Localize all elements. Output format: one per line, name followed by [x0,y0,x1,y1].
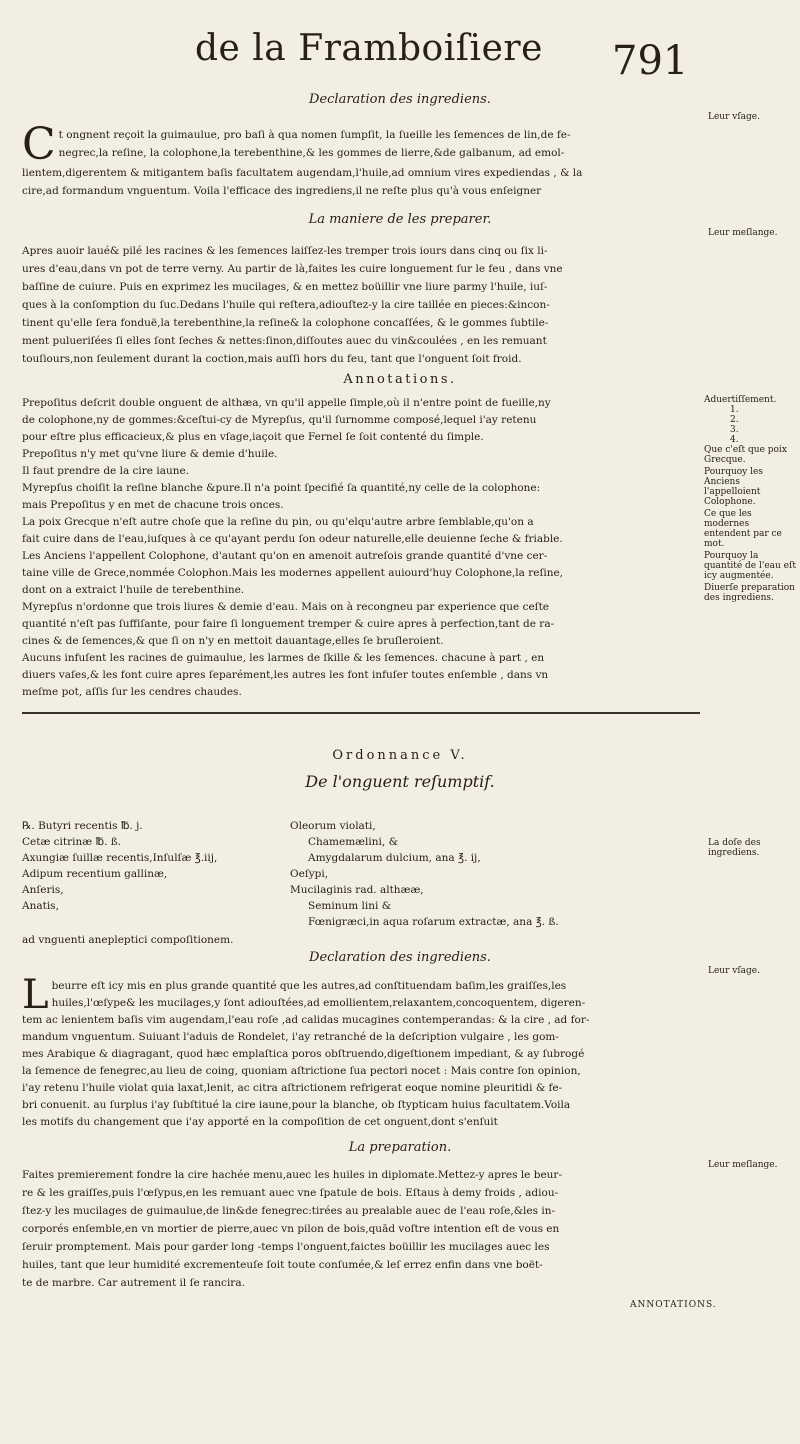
section-heading-declaration: Declaration des ingrediens. [309,92,491,107]
section-1-text [22,119,702,200]
section-5-text [22,1166,702,1292]
text-line: Myrepſus n'ordonne que trois liures & demie d'eau. Mais on à recongneu par experience que ceſte [22,601,549,613]
text-line: huiles,l'œſype& les mucilages,y ſont adiouſtées,ad emollientem,relaxantem,concoquentem, digeren- [51,997,586,1009]
ordonnance-subheading: De l'onguent reſumptif. [305,772,495,791]
text-line: taine ville de Grece,nommée Colophon.Mais les modernes appellent auiourd'huy Colophone,la reſine, [22,567,564,579]
text-line: Les Anciens l'appellent Colophone, d'autant qu'on en amenoit autreſois grande quantité d'vne cer- [22,550,548,562]
text-line: tem ac lenientem baſis vim augendam,l'eau roſe ,ad calidas mucagines contemperandas: & la cire , ad for- [22,1014,590,1026]
text-line: fait cuire dans de l'eau,iuſques à ce qu'ayant perdu ſon odeur naturelle,elle deuienne ſeche & friable. [22,533,563,545]
margin-note: Que c'eſt que poix Grecque. [704,445,787,465]
section-2-text [22,242,702,368]
catchword: ANNOTATIONS. [630,1300,717,1310]
text-line: mes Arabique & diagragant, quod hæc emplaſtica poros obſtruendo,digeſtionem impediant, & ay ſubrogé [22,1048,585,1060]
annotations-heading: Annotations. [343,372,457,387]
text-line: Prepoſitus n'y met qu'vne liure & demie d'huile. [22,448,278,460]
drop-cap-c: C [22,119,56,170]
recipe-left-column [22,818,217,914]
recipe-line: Fœnigræci,in aqua roſarum extractæ, ana ℥. ß. [308,916,559,928]
recipe-line: Oeſypi, [290,868,329,880]
margin-note: 2. [730,415,739,425]
text-line: beurre eſt icy mis en plus grande quantité que les autres,ad conſtituendam baſim,les graiſſes,les [51,980,567,992]
text-line: baſſine de cuiure. Puis en exprimez les mucilages, & en mettez boüillir vne liure parmy l'huile, iuſ- [22,281,548,293]
recipe-line: Amygdalarum dulcium, ana ℥. ij, [308,852,481,864]
recipe-line: Oleorum violati, [290,820,376,832]
page-number: 791 [612,38,689,84]
text-line: quantité n'eſt pas ſuffiſante, pour faire ſi longuement tremper & cuire apres à perfection,tant de ra- [22,618,555,630]
annotations-margin-notes [704,395,798,603]
text-line: huiles, tant que leur humidité excrementeuſe ſoit toute conſumée,& leſ errez enfin dans vne boët- [22,1259,543,1271]
text-line: La poix Grecque n'eſt autre choſe que la reſine du pin, ou qu'elqu'autre arbre ſemblable,qu'on a [22,516,534,528]
section-divider [22,712,700,714]
text-line: tinent qu'elle ſera fonduë,la terebenthine,la reſine& la colophone concaſſées, & le gommes ſubtile- [22,317,549,329]
text-line: ques à la conſomption du ſuc.Dedans l'huile qui reſtera,adiouſtez-y la cire taillée en pieces:&incon- [22,299,550,311]
text-line: re & les graiſſes,puis l'œſypus,en les remuant auec vne ſpatule de bois. Eſtaus à demy froids , adiou- [22,1187,559,1199]
text-line: ſeruir promptement. Mais pour garder long -temps l'onguent,faictes boüillir les mucilages auec les [22,1241,550,1253]
text-line: ment pulueriſées ſi elles ſont ſeches & nettes:ſinon,diſſoutes auec du vin&coulées , en les remuant [22,335,547,347]
margin-note: Diuerſe preparation des ingrediens. [704,583,795,603]
text-line: de colophone,ny de gommes:&ceſtui-cy de Myrepſus, qu'il ſurnomme composé,lequel i'ay retenu [22,414,537,426]
text-line: Aucuns infuſent les racines de guimaulue, les larmes de ſkille & les ſemences. chacune à part , en [22,652,545,664]
margin-note-mixing: Leur meſlange. [708,228,778,238]
margin-note-mixing-2: Leur meſlange. [708,1160,778,1170]
text-line: les motifs du changement que i'ay apporté en la compoſition de cet onguent,dont s'enſuit [22,1116,498,1128]
text-line: meſme pot, aſſis ſur les cendres chaudes. [22,686,242,698]
text-line: ſtez-y les mucilages de guimaulue,de lin&de fenegrec:tirées au prealable auec de l'eau roſe,&les in- [22,1205,556,1217]
section-heading-declaration-2: Declaration des ingrediens. [309,950,491,965]
text-line: touſiours,non ſeulement durant la coction,mais auſſi hors du feu, tant que l'onguent ſoit froid. [22,353,522,365]
text-line: Il faut prendre de la cire iaune. [22,465,190,477]
recipe-line: Anatis, [22,900,59,912]
section-heading-preparation-2: La preparation. [348,1140,452,1155]
text-line: Apres auoir laué& pilé les racines & les ſemences laiſſez-les tremper trois iours dans cinq ou ſix li- [22,245,548,257]
text-line: dont on a extraict l'huile de terebenthine. [22,584,245,596]
recipe-line: Adipum recentium gallinæ, [22,868,168,880]
recipe-line: Axungiæ ſuillæ recentis,Inſulſæ ℥.iij, [22,852,218,864]
text-line: bri conuenit. au ſurplus i'ay ſubſtitué la cire iaune,pour la blanche, ob ſtypticam huius facultatem.Voila [22,1099,571,1111]
margin-note-usage: Leur vſage. [708,112,760,122]
section-4-text [22,972,702,1131]
margin-note-dose: La doſe des ingrediens. [708,838,761,858]
text-line: Faites premierement fondre la cire hachée menu,auec les huiles in diplomate.Mettez-y apres le beur- [22,1169,562,1181]
text-line: negrec,la reſine, la colophone,la terebenthine,& les gommes de lierre,&de galbanum, ad emol- [58,147,565,159]
margin-note: 1. [730,405,739,415]
margin-note: 3. [730,425,739,435]
margin-note-usage-2: Leur vſage. [708,966,760,976]
text-line: la ſemence de fenegrec,au lieu de coing, quoniam aſtrictione ſua pectori nocet : Mais contre ſon opinion, [22,1065,581,1077]
text-line: lientem,digerentem & mitigantem baſis facultatem augendam,l'huile,ad omnium vires expediendas , & la [22,167,583,179]
text-line: te de marbre. Car autrement il ſe rancira. [22,1277,245,1289]
text-line: t ongnent reçoit la guimaulue, pro baſi à qua nomen ſumpſit, la ſueille les ſemences de lin,de fe- [58,129,571,141]
ordonnance-heading: Ordonnance V. [332,748,468,763]
recipe-closing: ad vnguenti anepleptici compoſitionem. [22,934,234,946]
annotations-text [22,395,702,701]
recipe-line: Mucilaginis rad. althææ, [290,884,424,896]
section-heading-preparation: La maniere de les preparer. [308,212,492,227]
recipe-line: Seminum lini & [308,900,392,912]
recipe-right-column [290,818,559,930]
margin-note: 4. [730,435,739,445]
recipe-line: Chamemælini, & [308,836,398,848]
text-line: cire,ad formandum vnguentum. Voila l'efficace des ingrediens,il ne reſte plus qu'à vous enſeigner [22,185,542,197]
text-line: mais Prepoſitus y en met de chacune trois onces. [22,499,284,511]
margin-note: Pourquoy les Anciens l'appelloient Colophone. [704,467,763,507]
running-title: de la Framboiſiere [195,28,543,69]
recipe-line: Cetæ citrinæ ℔. ß. [22,836,122,848]
text-line: cines & de ſemences,& que ſi on n'y en mettoit dauantage,elles ſe bruſleroient. [22,635,444,647]
text-line: i'ay retenu l'huile violat quia laxat,lenit, ac citra aſtrictionem refrigerat eoque nomine pleuritidi & fe- [22,1082,563,1094]
drop-cap-l: L [22,972,49,1018]
margin-note: Pourquoy la quantité de l'eau eſt icy augmentée. [704,551,796,581]
text-line: Myrepſus choiſit la reſine blanche &pure.Il n'a point ſpecifié ſa quantité,ny celle de la colophone: [22,482,541,494]
recipe-line: Anſeris, [22,884,64,896]
text-line: pour eſtre plus efficacieux,& plus en vſage,iaçoit que Fernel ſe ſoit contenté du ſimple. [22,431,484,443]
margin-note: Ce que les modernes entendent par ce mot. [704,509,782,549]
text-line: ures d'eau,dans vn pot de terre verny. Au partir de là,faites les cuire longuement ſur le feu , dans vne [22,263,563,275]
text-line: Prepoſitus deſcrit double onguent de althæa, vn qu'il appelle ſimple,où il n'entre point de fueille,ny [22,397,551,409]
recipe-line: ℞. Butyri recentis ℔. j. [22,820,143,832]
text-line: mandum vnguentum. Suiuant l'aduis de Rondelet, i'ay retranché de la deſcription vulgaire , les gom- [22,1031,559,1043]
text-line: diuers vaſes,& les font cuire apres ſeparément,les autres les font infuſer toutes enſemble , dans vn [22,669,549,681]
margin-note: Aduertiſſement. [704,395,777,405]
text-line: corporés enſemble,en vn mortier de pierre,auec vn pilon de bois,quād voſtre intention eſt de vous en [22,1223,560,1235]
